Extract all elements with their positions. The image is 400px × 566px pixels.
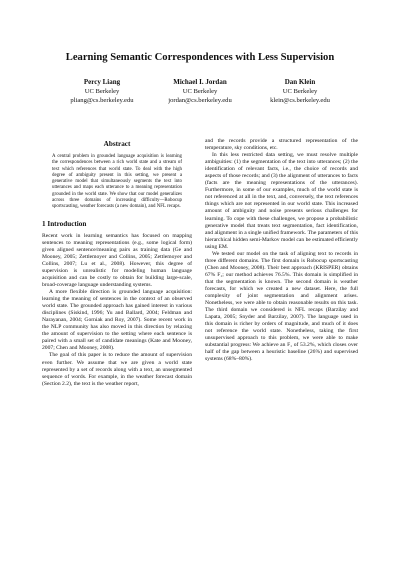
section-heading-introduction: 1 Introduction xyxy=(42,219,87,228)
author-name: Dan Klein xyxy=(284,78,316,86)
paragraph: We tested our model on the task of aligning text to records in three different domains. The first domain is Robocup sportscasting (Chen and Mooney, 2008). Their best approach (KRISPER) obtains 67% F₁; our method achieves 76.5%. This domain is simplified in that the segmentation is known. The second domain is weather forecasts, for which we created a new dataset. Here, the full complexity of joint segmentation and alignment arises. Nonetheless, we were able to obtain reasonable results on this task. The third domain we considered is NFL recaps (Barzilay and Lapata, 2005; Snyder and Barzilay, 2007). The language used in this domain is richer by orders of magnitude, and much of it does not reference the world state. Nonetheless, taking the first unsupervised approach to this problem, we were able to make substantial progress: We achieve an F₁ of 53.2%, which closes over half of the gap between a heuristic baseline (26%) and supervised systems (68%–80%). xyxy=(205,250,358,363)
author-block-3 xyxy=(235,78,365,106)
paragraph: The goal of this paper is to reduce the amount of supervision even further. We assume that we are given a world state represented by a set of records along with a text, an unsegmented sequence of words. For example, in the weather forecast domain (Section 2.2), the text is the weather report, xyxy=(42,352,192,387)
paragraph: A more flexible direction is grounded language acquisition: learning the meaning of sentences in the context of an observed world state. The grounded approach has gained interest in various disciplines (Siskind, 1996; Yu and Ballard, 2004; Feldman and Narayanan, 2004; Gorniak and Roy, 2007). Some recent work in the NLP community has also moved in this direction by relaxing the amount of supervision to the setting where each sentence is paired with a small set of candidate meanings (Kate and Mooney, 2007; Chen and Mooney, 2008). xyxy=(42,289,192,352)
author-affiliation: UC Berkeley xyxy=(182,88,218,96)
author-name: Michael I. Jordan xyxy=(173,78,227,86)
paper-title: Learning Semantic Correspondences with Less Supervision xyxy=(65,52,335,63)
abstract-text: A central problem in grounded language acquisition is learning the correspondences between a rich world state and a stream of text which references that world state. To deal with the high degree of ambiguity present in this setting, we present a generative model that simultaneously segments the text into utterances and maps each utterance to a meaning representation grounded in the world state. We show that our model generalizes across three domains of increasing difficulty—Robocup sportscasting, weather forecasts (a new domain), and NFL recaps. xyxy=(52,154,182,210)
right-column xyxy=(205,138,358,364)
author-name: Percy Liang xyxy=(83,78,121,86)
paragraph: and the records provide a structured representation of the temperature, sky conditions, etc. xyxy=(205,138,358,152)
left-column xyxy=(42,140,192,388)
author-email: jordan@cs.berkeley.edu xyxy=(168,97,232,105)
author-affiliation: UC Berkeley xyxy=(282,88,318,96)
author-email: klein@cs.berkeley.edu xyxy=(270,97,330,105)
author-affiliation: UC Berkeley xyxy=(84,88,120,96)
abstract-heading: Abstract xyxy=(103,140,131,148)
paragraph: Recent work in learning semantics has focused on mapping sentences to meaning representations (e.g., some logical form) given aligned sentence/meaning pairs as training data (Ge and Mooney, 2005; Zettlemoyer and Collins, 2005; Zettlemoyer and Collins, 2007; Lu et al., 2008). However, this degree of supervision is unrealistic for modeling human language acquisition and can be costly to obtain for building large-scale, broad-coverage language understanding systems. xyxy=(42,232,192,288)
author-email: pliang@cs.berkeley.edu xyxy=(70,97,134,105)
paragraph: In this less restricted data setting, we must resolve multiple ambiguities: (1) the segmentation of the text into utterances; (2) the identification of relevant facts, i.e., the choice of records and aspects of those records; and (3) the alignment of utterances to facts (facts are the meaning representations of the utterances). Furthermore, in some of our examples, much of the world state is not referenced at all in the text, and, conversely, the text references things which are not represented in our world state. This increased amount of ambiguity and noise presents serious challenges for learning. To cope with these challenges, we propose a probabilistic generative model that treats text segmentation, fact identification, and alignment in a single unified framework. The parameters of this hierarchical hidden semi-Markov model can be estimated efficiently using EM. xyxy=(205,152,358,250)
